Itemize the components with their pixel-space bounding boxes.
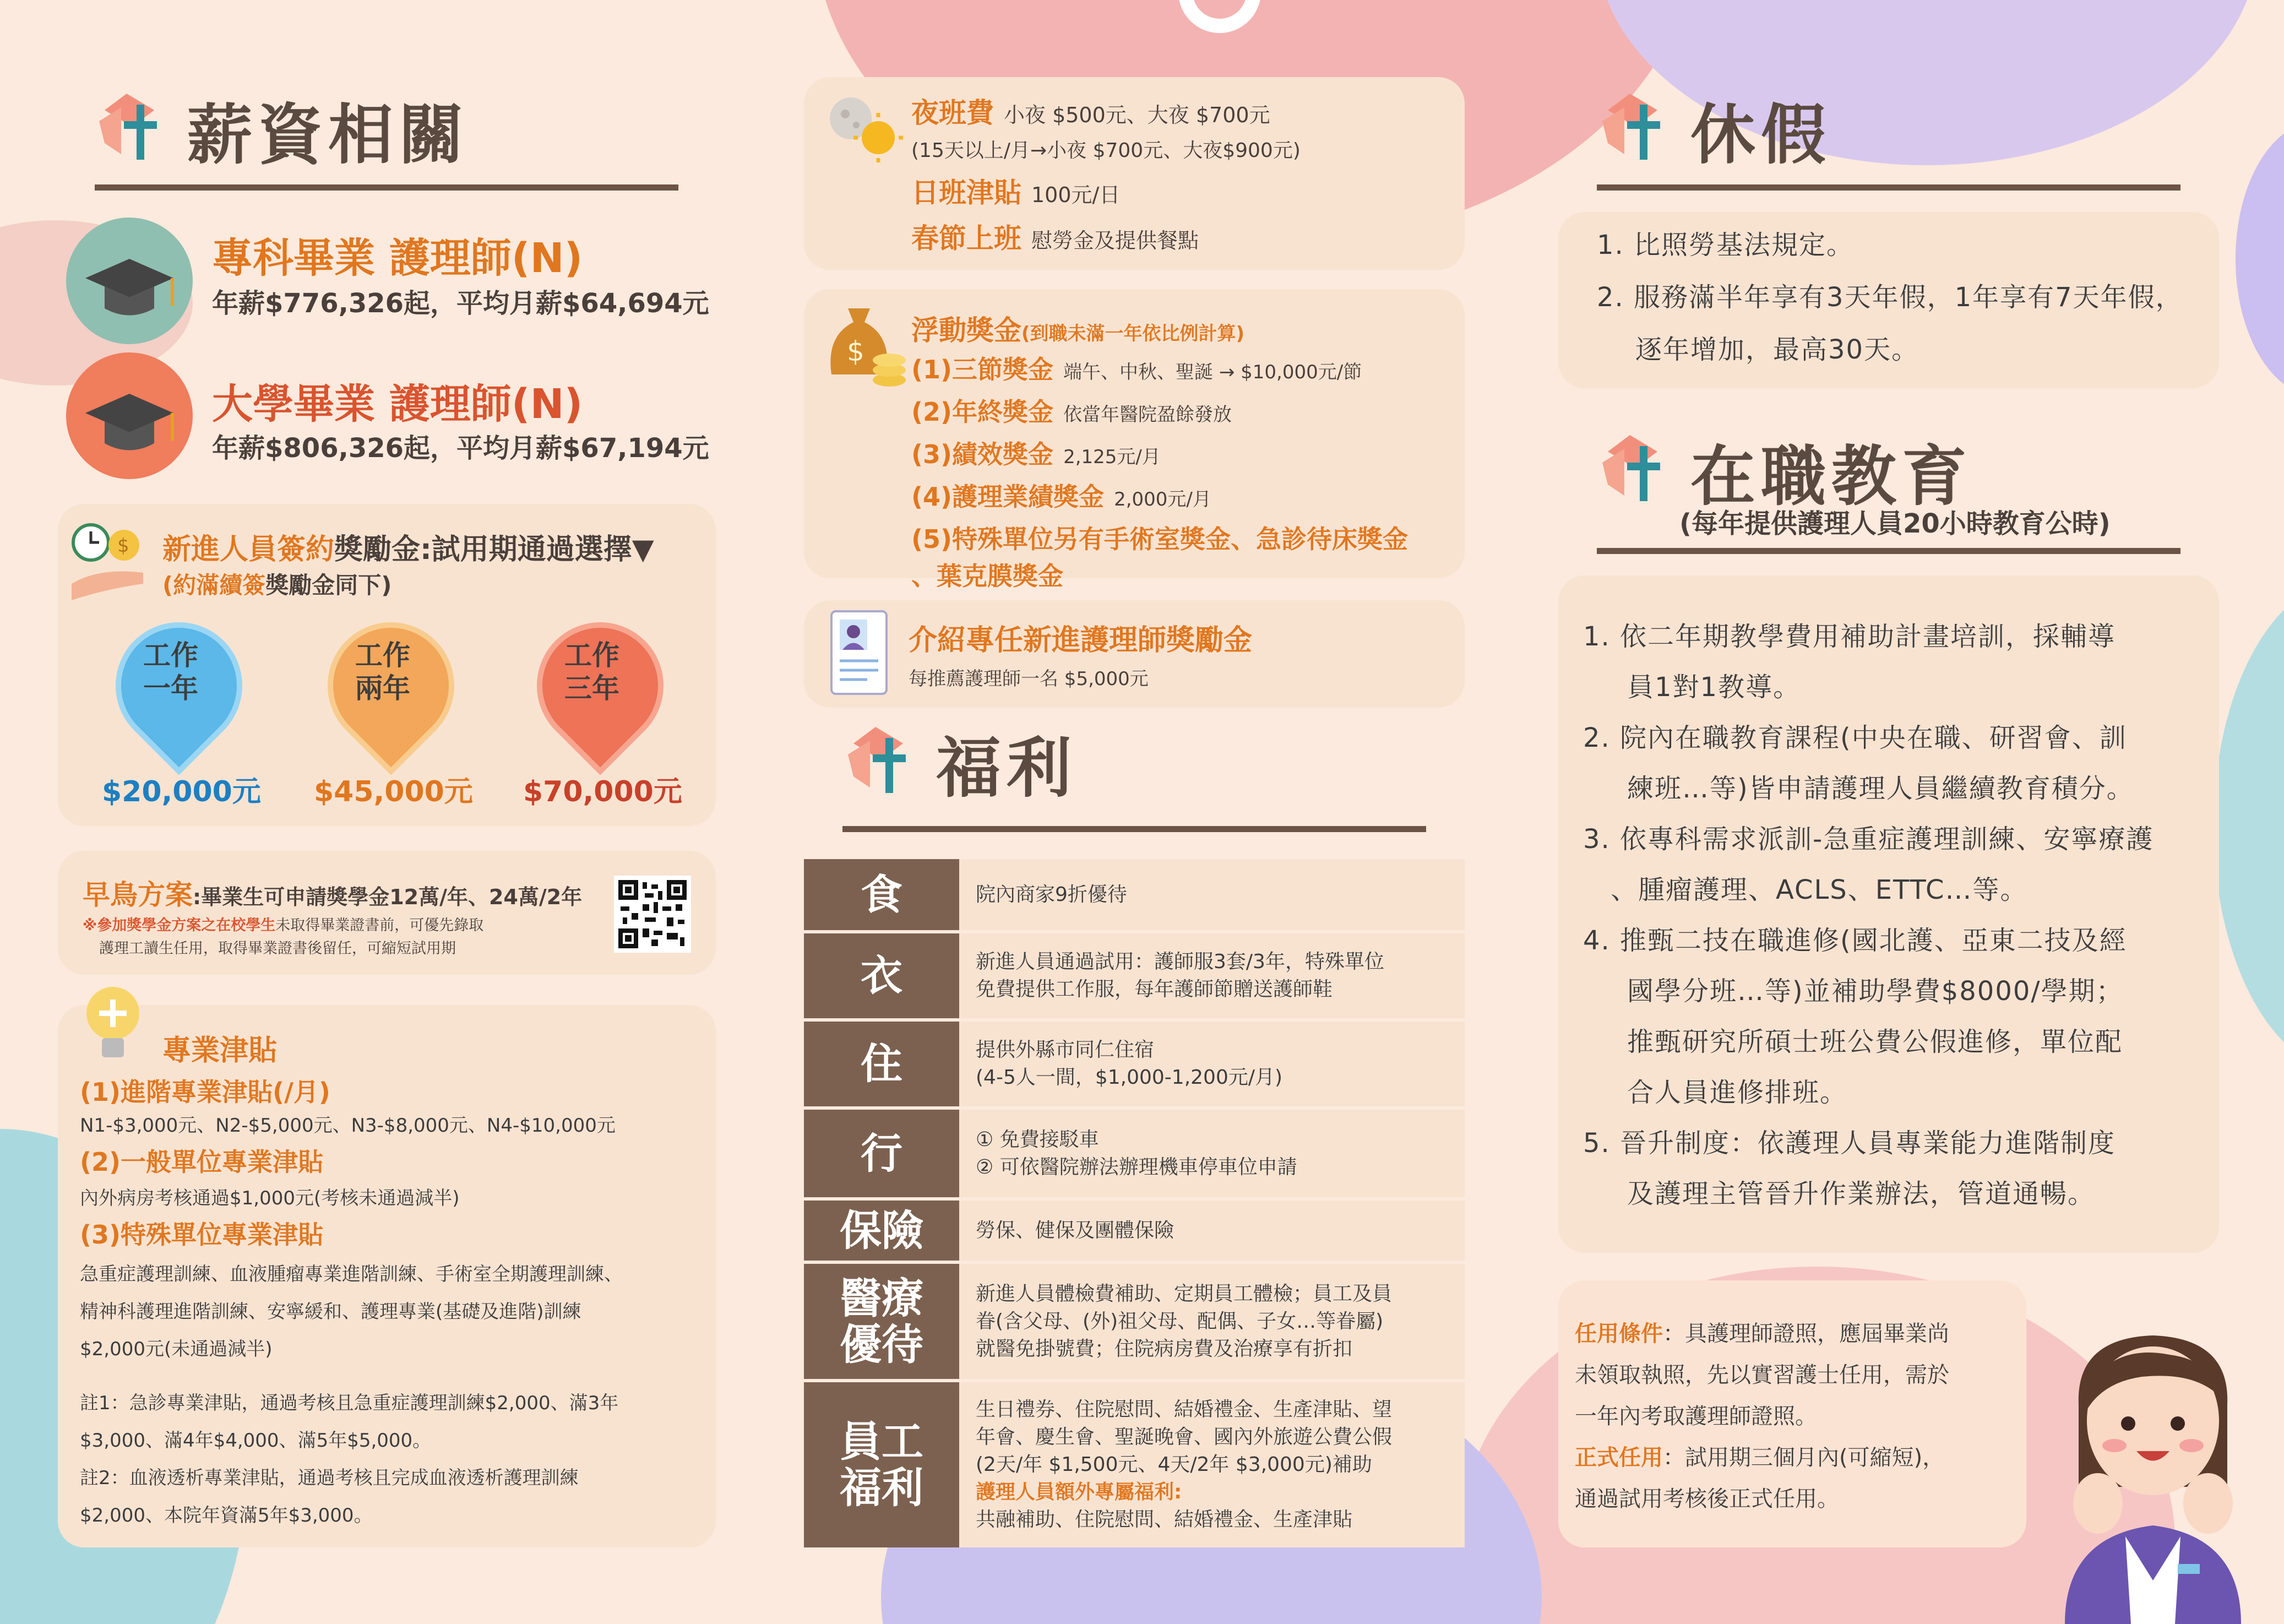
welfare-header [842, 716, 1077, 810]
clock-money-icon [66, 518, 149, 608]
leave-rule [1597, 184, 2180, 191]
new-year-line: 春節上班 慰勞金及提供餐點 [911, 222, 1199, 254]
list-item: 5. 晉升制度：依護理人員專業能力進階制度 [1583, 1128, 2116, 1159]
leave-line-1: 1. 比照勞基法規定。 [1597, 230, 1855, 260]
education-title: 在職教育 [1690, 438, 1973, 514]
pin-label: 工作兩年 [355, 639, 410, 704]
list-item: 練班…等)皆申請護理人員繼續教育積分。 [1627, 773, 2134, 804]
floating-bonus-list [911, 351, 1408, 595]
signing-bonus-title: 新進人員簽約獎勵金:試用期通過選擇▼ [162, 533, 654, 566]
pin-label: 工作一年 [143, 639, 198, 704]
list-item: (5)特殊單位另有手術室獎金、急診待床獎金 [911, 524, 1409, 554]
list-item: 、葉克膜獎金 [911, 561, 1063, 591]
list-item: 國學分班…等)並補助學費$8000/學期； [1627, 976, 2124, 1007]
list-item: 員1對1教導。 [1627, 672, 1801, 703]
salary-rule [95, 184, 678, 191]
hospital-cross-logo-icon [94, 88, 176, 171]
qr-code-icon[interactable] [614, 876, 691, 953]
list-item: 2. 院內在職教育課程(中央在職、研習會、訓 [1583, 723, 2127, 753]
early-bird-note: ※參加獎學金方案之在校學生未取得畢業證書前，可優先錄取 護理工讀生任用，取得畢業證書後留任，可縮短試用期 [83, 917, 484, 957]
resume-document-icon [829, 609, 889, 699]
welfare-row-housing: 住 提供外縣市同仁住宿 (4-5人一間，$1,000-1,200元/月) [804, 1022, 1465, 1110]
specialist-nurse-title: 專科畢業 護理師(N) [212, 235, 583, 282]
allowance-title: 專業津貼 [162, 1034, 278, 1067]
university-nurse-title: 大學畢業 護理師(N) [212, 381, 583, 428]
list-item: 3. 依專科需求派訓-急重症護理訓練、安寧療護 [1583, 824, 2154, 855]
specialist-nurse-salary: 年薪$776,326起，平均月薪$64,694元 [212, 288, 709, 319]
night-shift-sub: (15天以上/月→小夜 $700元、大夜$900元) [911, 139, 1301, 162]
list-item: 及護理主管晉升作業辦法，管道通暢。 [1627, 1178, 2096, 1209]
bg-blob-teal-right [2214, 578, 2284, 1074]
signing-bonus-subtitle: (約滿續簽獎勵金同下) [162, 572, 392, 599]
lightbulb-icon [83, 980, 143, 1071]
bg-blob-lilac-right [2236, 121, 2284, 397]
employment-text: 任用條件：具護理師證照，應屆畢業尚 未領取執照，先以實習護士任用，需於 一年內考取護理師證照。 正式任用：試用期三個月內(可縮短)， 通過試用考核後正式任用。 [1575, 1321, 1949, 1512]
welfare-row-food: 食 院內商家9折優待 [804, 859, 1465, 933]
hospital-cross-logo-icon [842, 721, 925, 804]
welfare-title: 福利 [936, 730, 1078, 806]
floating-bonus-title: 浮動獎金(到職未滿一年依比例計算) [911, 314, 1245, 346]
university-nurse-salary: 年薪$806,326起，平均月薪$67,194元 [212, 433, 709, 464]
day-shift-line: 日班津貼 100元/日 [911, 177, 1121, 209]
list-item: 、腫瘤護理、ACLS、ETTC…等。 [1611, 875, 2028, 905]
svg-text:$: $ [117, 535, 129, 557]
list-item: (1)三節獎金 端午、中秋、聖誕 → $10,000元/節 [911, 355, 1362, 384]
list-item: 4. 推甄二技在職進修(國北護、亞東二技及經 [1583, 925, 2127, 956]
night-shift-line: 夜班費 小夜 $500元、大夜 $700元 [911, 97, 1270, 129]
hospital-cross-logo-icon [1597, 430, 1679, 512]
graduation-cap-icon [66, 218, 193, 344]
pin-amount: $70,000元 [523, 775, 682, 808]
referral-title: 介紹專任新進護理師獎勵金 [909, 624, 1253, 657]
education-rule [1597, 548, 2180, 554]
welfare-row-insurance: 保險 勞保、健保及團體保險 [804, 1201, 1465, 1264]
leave-title: 休假 [1690, 97, 1832, 173]
list-item: 合人員進修排班。 [1627, 1077, 1848, 1108]
pin-amount: $20,000元 [102, 775, 261, 808]
leave-header [1597, 83, 1831, 176]
education-subtitle: (每年提供護理人員20小時教育公時) [1679, 508, 2111, 539]
list-item: (4)護理業績獎金 2,000元/月 [911, 482, 1211, 512]
pin-label: 工作三年 [564, 639, 619, 704]
leave-line-2: 2. 服務滿半年享有3天年假，1年享有7天年假， [1597, 282, 2183, 313]
list-item: 1. 依二年期教學費用補助計畫培訓，採輔導 [1583, 621, 2116, 652]
referral-detail: 每推薦護理師一名 $5,000元 [909, 668, 1149, 690]
list-item: (3)績效獎金 2,125元/月 [911, 439, 1161, 469]
leave-line-3: 逐年增加，最高30天。 [1635, 334, 1919, 365]
sun-moon-icon [820, 91, 914, 170]
pin-amount: $45,000元 [314, 775, 473, 808]
welfare-row-clothing: 衣 新進人員通過試用：護師服3套/3年，特殊單位 免費提供工作服，每年護師節贈送護師鞋 [804, 933, 1465, 1022]
salary-header [94, 83, 469, 176]
hospital-cross-logo-icon [1597, 88, 1679, 171]
welfare-rule [842, 826, 1426, 832]
svg-text:$: $ [847, 335, 864, 367]
nurse-character-illustration [2032, 1305, 2274, 1624]
graduation-cap-icon [66, 352, 193, 479]
list-item: (2)年終獎金 依當年醫院盈餘發放 [911, 397, 1232, 427]
list-item: 推甄研究所碩士班公費公假進修，單位配 [1627, 1026, 2123, 1057]
welfare-row-transport: 行 ① 免費接駁車 ② 可依醫院辦法辦理機車停車位申請 [804, 1110, 1465, 1201]
welfare-row-medical: 醫療優待 新進人員體檢費補助、定期員工體檢；員工及員 眷(含父母、(外)祖父母、配偶、子女…等眷屬) 就醫免掛號費；住院病房費及治療享有折扣 [804, 1264, 1465, 1382]
allowance-content: (1)進階專業津貼(/月) N1-$3,000元、N2-$5,000元、N3-$8,000元、N4-$10,000元 (2)一般單位專業津貼 內外病房考核通過$1,000元(考核未通過減半) (3)特殊單位專業津貼 急重症護理訓練、血液腫瘤專業進階訓練、手術室全期護理訓練、 精神科護理進階訓練、安寧緩和、護理專業(基礎及進階)訓練 $2,000元(未通過減半) 註1：急診專業津貼，通過考核且急重症護理訓練$2,000、滿3年 $3,000、滿4年$4,000、滿5年$5,000。 註2：血液透析專業津貼，通過考核且完成血液透析護理訓練 $2,000、本院年資滿5年$3,000。 [80, 1077, 623, 1527]
early-bird-title: 早鳥方案 [83, 879, 193, 911]
early-bird-title-line: 早鳥方案:畢業生可申請獎學金12萬/年、24萬/2年 [83, 879, 583, 911]
money-bag-icon [820, 297, 909, 393]
education-list [1583, 611, 2154, 1219]
welfare-row-employee: 員工福利 生日禮券、住院慰問、結婚禮金、生產津貼、望 年會、慶生會、聖誕晚會、國內外旅遊公費公假 (2天/年 $1,500元、4天/2年 $3,000元)補助 護理人員額外專屬福利: 共融補助、住院慰問、結婚禮金、生產津貼 [804, 1382, 1465, 1547]
salary-title: 薪資相關 [187, 97, 470, 173]
